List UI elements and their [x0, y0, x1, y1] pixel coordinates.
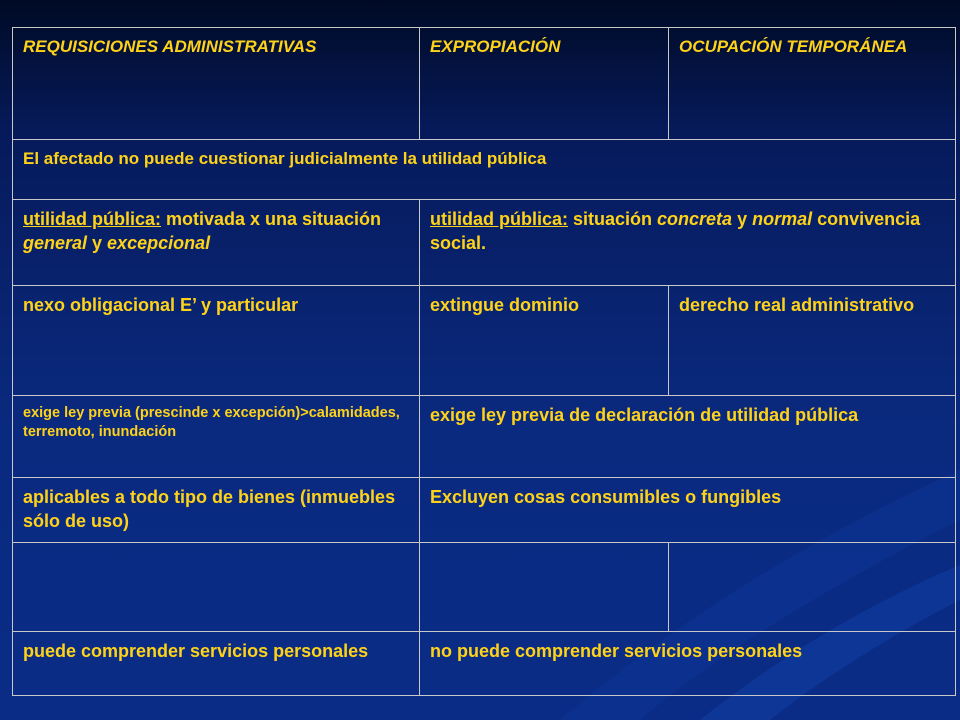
servicios-requisiciones: puede comprender servicios personales: [13, 631, 420, 695]
ley-requisiciones: exige ley previa (prescinde x excepción)>calamidades, terremoto, inundación: [13, 396, 420, 478]
utilidad-text: situación: [568, 209, 658, 229]
utilidad-requisiciones: [13, 200, 420, 286]
row-empty: [13, 542, 956, 631]
ley-expropiacion: exige ley previa de declaración de utilidad pública: [420, 396, 956, 478]
utilidad-text: convivencia social.: [430, 209, 921, 253]
utilidad-em: general: [23, 232, 88, 253]
derecho-cell: derecho real administrativo: [669, 286, 956, 396]
row-common: [13, 140, 956, 200]
utilidad-em: normal: [752, 209, 813, 229]
common-text: El afectado no puede cuestionar judicialmente la utilidad pública: [13, 140, 956, 200]
row-utilidad: [13, 200, 956, 286]
utilidad-label: utilidad pública:: [430, 209, 568, 229]
utilidad-em: excepcional: [107, 232, 211, 253]
empty-cell: [13, 542, 420, 631]
bienes-requisiciones: aplicables a todo tipo de bienes (inmuebles sólo de uso): [13, 478, 420, 543]
utilidad-text: motivada x una situación: [161, 209, 382, 229]
extingue-cell: extingue dominio: [420, 286, 669, 396]
utilidad-em: concreta: [657, 209, 733, 229]
servicios-expropiacion: no puede comprender servicios personales: [420, 631, 956, 695]
header-requisiciones: REQUISICIONES ADMINISTRATIVAS: [13, 28, 420, 140]
header-row: [13, 28, 956, 140]
row-ley: [13, 396, 956, 478]
utilidad-text: y: [732, 209, 753, 229]
row-nexo: [13, 286, 956, 396]
empty-cell: [669, 542, 956, 631]
bienes-expropiacion: Excluyen cosas consumibles o fungibles: [420, 478, 956, 543]
empty-cell: [420, 542, 669, 631]
nexo-cell: nexo obligacional E’ y particular: [13, 286, 420, 396]
header-ocupacion: OCUPACIÓN TEMPORÁNEA: [669, 28, 956, 140]
row-servicios: [13, 631, 956, 695]
comparison-table: [12, 27, 956, 696]
utilidad-label: utilidad pública:: [23, 209, 161, 229]
header-expropiacion: EXPROPIACIÓN: [420, 28, 669, 140]
utilidad-expropiacion: [420, 200, 956, 286]
utilidad-text: y: [87, 232, 108, 253]
row-bienes: [13, 478, 956, 543]
